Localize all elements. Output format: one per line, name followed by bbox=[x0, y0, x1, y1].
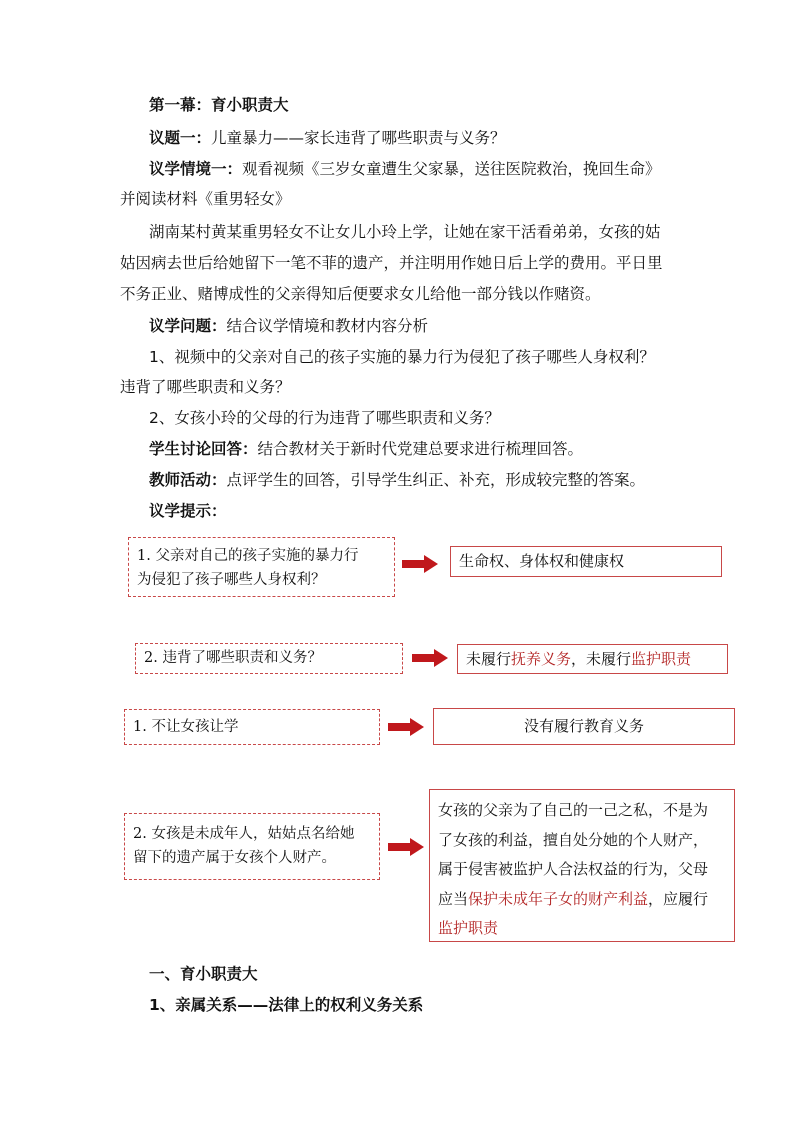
teacher-text: 点评学生的回答，引导学生纠正、补充，形成较完整的答案。 bbox=[226, 471, 646, 489]
section-subtitle: 1、亲属关系——法律上的权利义务关系 bbox=[149, 996, 424, 1014]
teacher-line bbox=[149, 469, 645, 491]
answer-box-d-line-4-a: 应当 bbox=[438, 889, 469, 908]
story-line-2: 姑因病去世后给她留下一笔不菲的遗产，并注明用作她日后上学的费用。平日里 bbox=[120, 254, 663, 272]
story-line-1: 湖南某村黄某重男轻女不让女儿小玲上学，让她在家干活看弟弟，女孩的姑 bbox=[149, 223, 661, 241]
question-box-c-text: 1. 不让女孩让学 bbox=[133, 719, 239, 735]
question-box-a-line-2: 为侵犯了孩子哪些人身权利？ bbox=[137, 572, 326, 588]
question-box-b-text: 2. 违背了哪些职责和义务？ bbox=[144, 650, 322, 666]
answer-box-d-line-3: 属于侵害被监护人合法权益的行为，父母 bbox=[438, 860, 709, 878]
q2-line: 2、女孩小玲的父母的行为违背了哪些职责和义务？ bbox=[149, 409, 500, 427]
teacher-label: 教师活动： bbox=[149, 471, 227, 489]
answer-box-b-text-3: ，未履行 bbox=[571, 650, 632, 668]
answer-box-a bbox=[450, 546, 722, 577]
answer-box-d bbox=[429, 789, 735, 942]
answer-box-a-text: 生命权、身体权和健康权 bbox=[459, 552, 625, 570]
question-line bbox=[149, 315, 428, 337]
discussion-text: 结合教材关于新时代党建总要求进行梳理回答。 bbox=[257, 440, 584, 458]
topic1-line bbox=[149, 127, 506, 149]
story-line-3: 不务正业、赌博成性的父亲得知后便要求女儿给他一部分钱以作赌资。 bbox=[120, 285, 601, 303]
question-box-d-line-1: 2. 女孩是未成年人，姑姑点名给她 bbox=[133, 826, 355, 842]
answer-box-d-line-5: 监护职责 bbox=[438, 919, 499, 937]
situation-text: 观看视频《三岁女童遭生父家暴，送往医院救治，挽回生命》 bbox=[242, 160, 661, 178]
situation-line-2: 并阅读材料《重男轻女》 bbox=[120, 190, 291, 208]
question-box-d bbox=[124, 813, 380, 880]
answer-box-d-line-1: 女孩的父亲为了自己的一己之私，不是为 bbox=[438, 801, 709, 819]
answer-box-d-line-4 bbox=[438, 885, 726, 915]
question-label: 议学问题： bbox=[149, 317, 227, 335]
topic1-label: 议题一： bbox=[149, 129, 212, 147]
situation-label: 议学情境一： bbox=[149, 160, 243, 178]
answer-box-b bbox=[457, 644, 728, 674]
question-box-d-line-2: 留下的遗产属于女孩个人财产。 bbox=[133, 850, 336, 866]
discussion-label: 学生讨论回答： bbox=[149, 440, 258, 458]
hint-label: 议学提示： bbox=[149, 502, 227, 520]
arrow-right-icon bbox=[388, 838, 424, 856]
question-text: 结合议学情境和教材内容分析 bbox=[226, 317, 429, 335]
arrow-right-icon bbox=[412, 649, 448, 667]
arrow-right-icon bbox=[402, 555, 438, 573]
question-box-a bbox=[128, 537, 395, 597]
answer-box-c-text: 没有履行教育义务 bbox=[523, 717, 644, 735]
q1-line-1: 1、视频中的父亲对自己的孩子实施的暴力行为侵犯了孩子哪些人身权利？ bbox=[149, 348, 655, 366]
question-box-a-line-1: 1. 父亲对自己的孩子实施的暴力行 bbox=[137, 548, 359, 564]
situation-line bbox=[149, 158, 661, 180]
discussion-line bbox=[149, 438, 583, 460]
section-title: 一、育小职责大 bbox=[149, 965, 258, 983]
answer-box-d-line-4-c: ，应履行 bbox=[648, 889, 709, 908]
scene-title: 第一幕：育小职责大 bbox=[149, 96, 289, 114]
arrow-right-icon bbox=[388, 718, 424, 736]
answer-box-c bbox=[433, 708, 735, 745]
answer-box-b-text-1: 未履行 bbox=[466, 650, 512, 668]
answer-box-b-text-4: 监护职责 bbox=[631, 650, 692, 668]
question-box-b bbox=[135, 643, 403, 674]
question-box-c bbox=[124, 709, 380, 745]
answer-box-b-text-2: 抚养义务 bbox=[511, 650, 572, 668]
q1-line-2: 违背了哪些职责和义务？ bbox=[120, 378, 291, 396]
topic1-text: 儿童暴力——家长违背了哪些职责与义务？ bbox=[211, 129, 506, 147]
answer-box-d-line-4-b: 保护未成年子女的财产利益 bbox=[468, 889, 649, 908]
answer-box-d-line-2: 了女孩的利益，擅自处分她的个人财产， bbox=[438, 830, 709, 849]
